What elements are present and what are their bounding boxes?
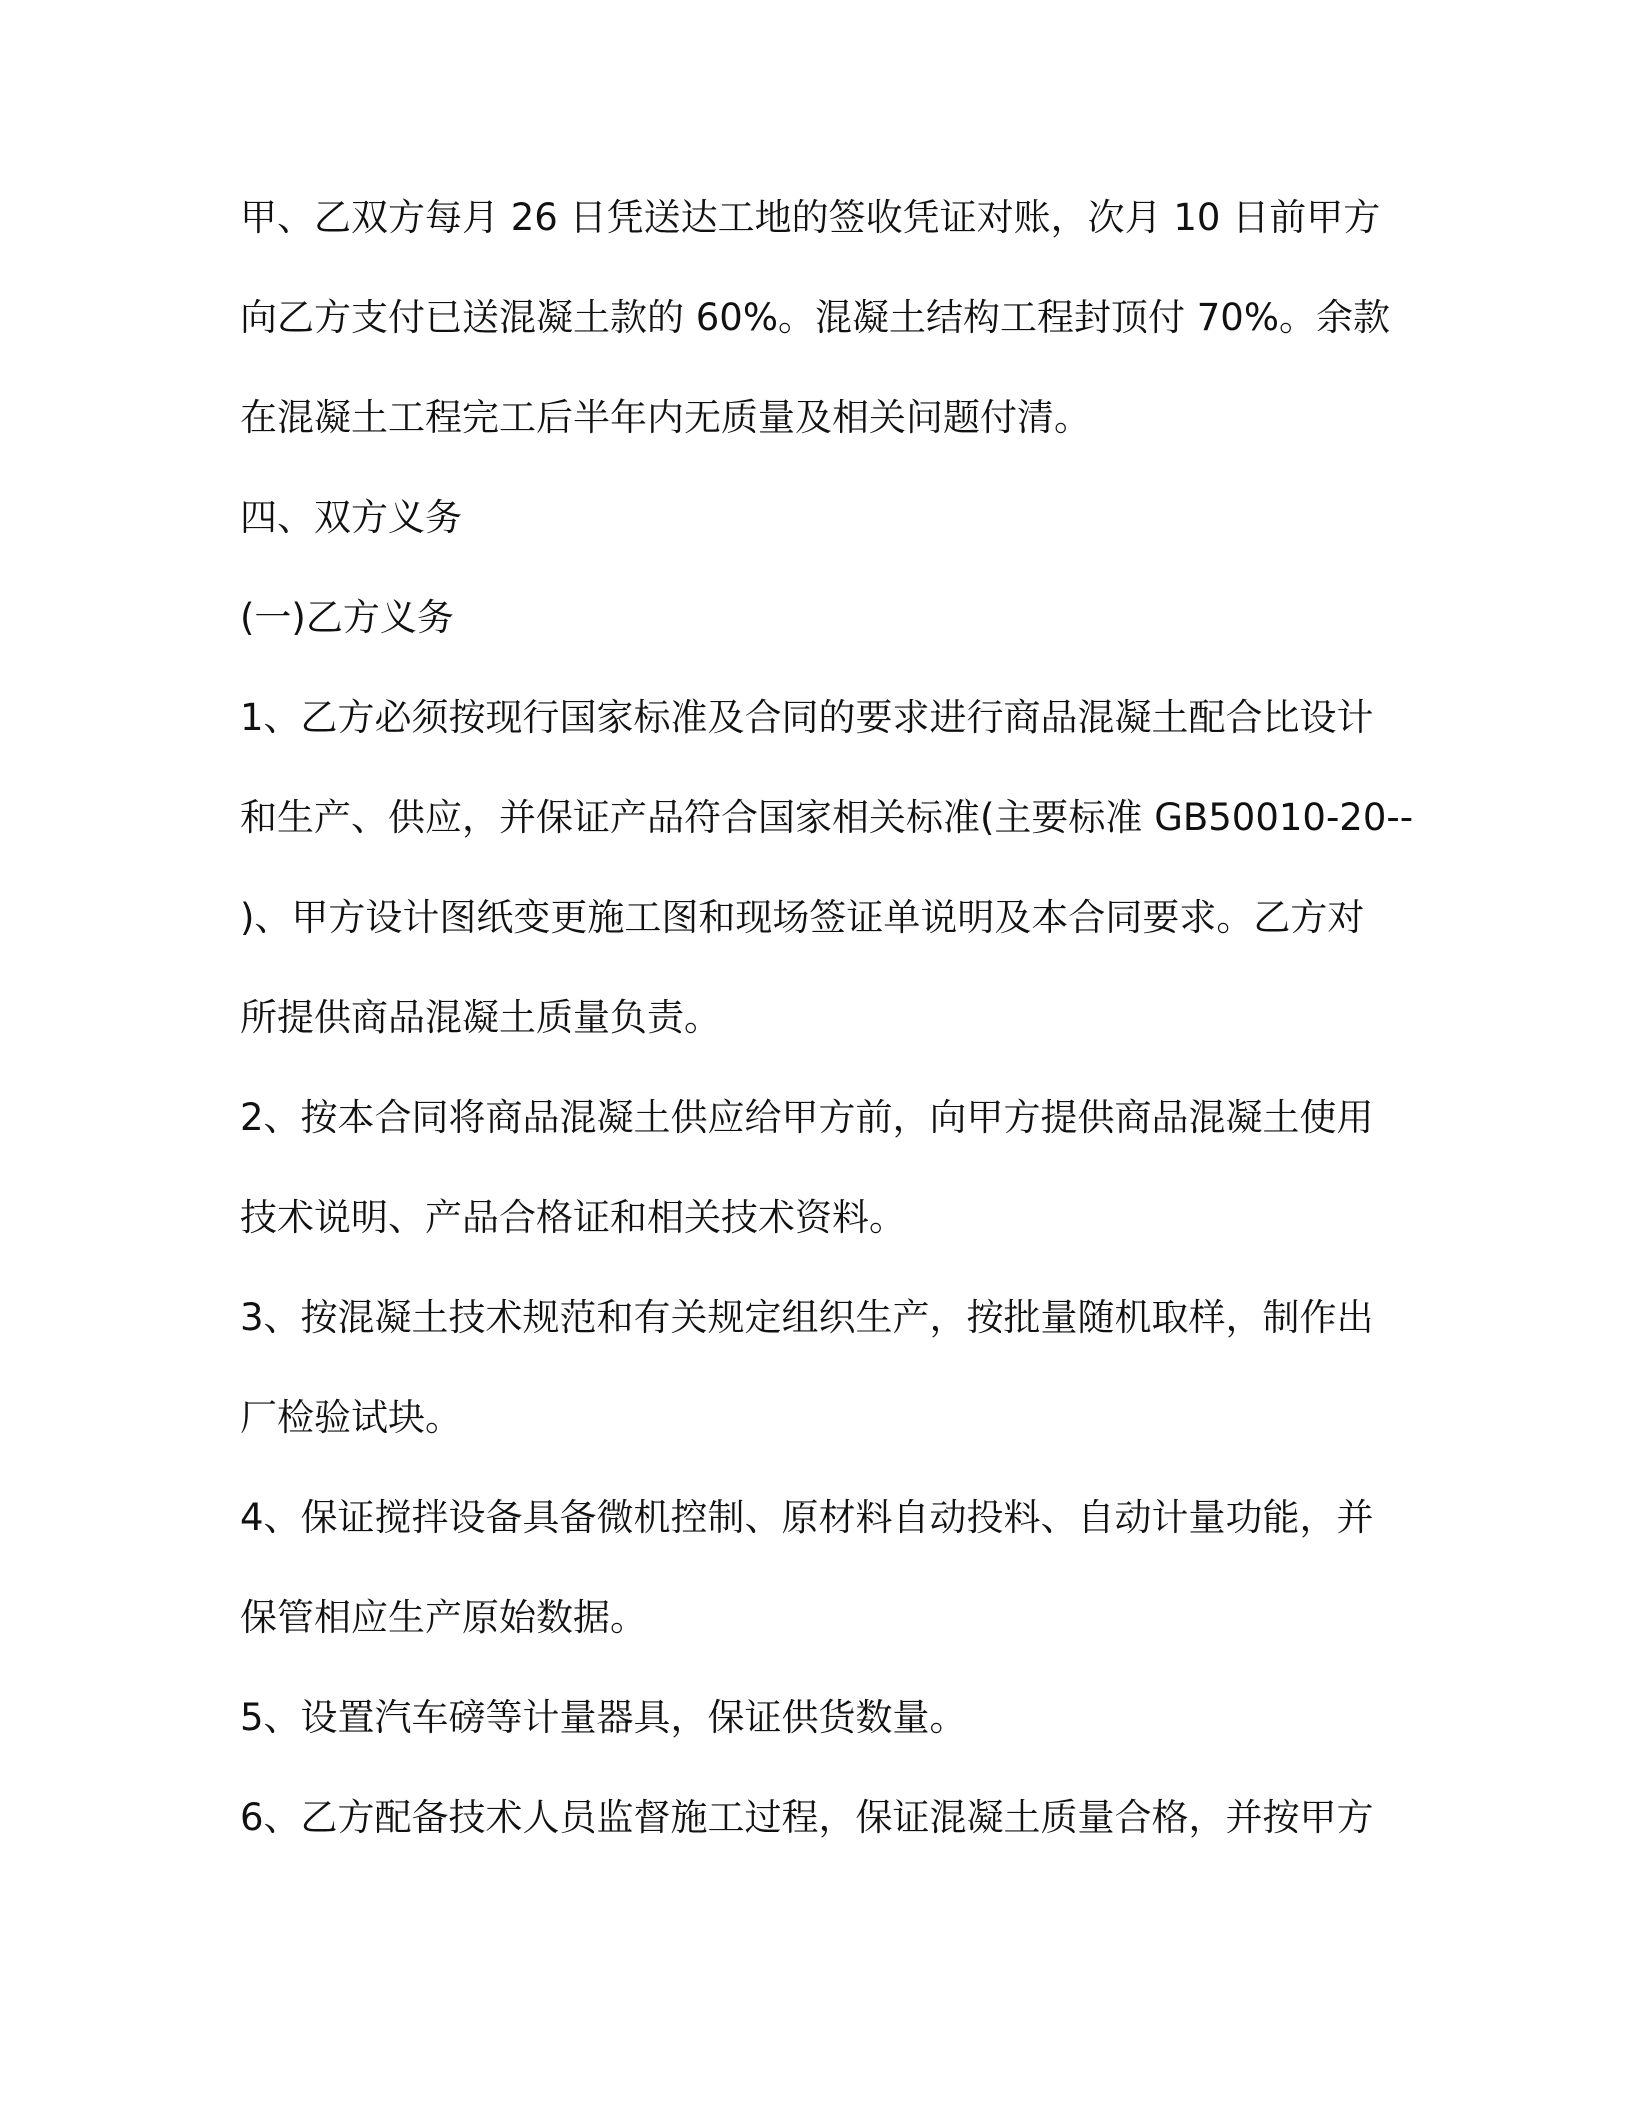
- list-item-line: 4、保证搅拌设备具备微机控制、原材料自动投料、自动计量功能，并: [240, 1496, 1374, 1539]
- paragraph-line: 甲、乙双方每月 26 日凭送达工地的签收凭证对账，次月 10 日前甲方: [240, 196, 1381, 239]
- paragraph-line: 在混凝土工程完工后半年内无质量及相关问题付清。: [240, 396, 1091, 439]
- list-item-line: 保管相应生产原始数据。: [240, 1596, 647, 1639]
- list-item-line: 技术说明、产品合格证和相关技术资料。: [240, 1196, 906, 1239]
- list-item-line: 6、乙方配备技术人员监督施工过程，保证混凝土质量合格，并按甲方: [240, 1796, 1374, 1839]
- list-item-line: 3、按混凝土技术规范和有关规定组织生产，按批量随机取样，制作出: [240, 1296, 1374, 1339]
- section-heading: 四、双方义务: [240, 496, 462, 539]
- paragraph-line: 向乙方支付已送混凝土款的 60%。混凝土结构工程封顶付 70%。余款: [240, 296, 1390, 339]
- list-item-line: 5、设置汽车磅等计量器具，保证供货数量。: [240, 1696, 967, 1739]
- list-item-line: 和生产、供应，并保证产品符合国家相关标准(主要标准 GB50010-20--: [240, 796, 1414, 839]
- subsection-heading: (一)乙方义务: [240, 596, 454, 639]
- list-item-line: )、甲方设计图纸变更施工图和现场签证单说明及本合同要求。乙方对: [240, 896, 1365, 939]
- list-item-line: 所提供商品混凝土质量负责。: [240, 996, 721, 1039]
- list-item-line: 1、乙方必须按现行国家标准及合同的要求进行商品混凝土配合比设计: [240, 696, 1374, 739]
- list-item-line: 2、按本合同将商品混凝土供应给甲方前，向甲方提供商品混凝土使用: [240, 1096, 1374, 1139]
- list-item-line: 厂检验试块。: [240, 1396, 462, 1439]
